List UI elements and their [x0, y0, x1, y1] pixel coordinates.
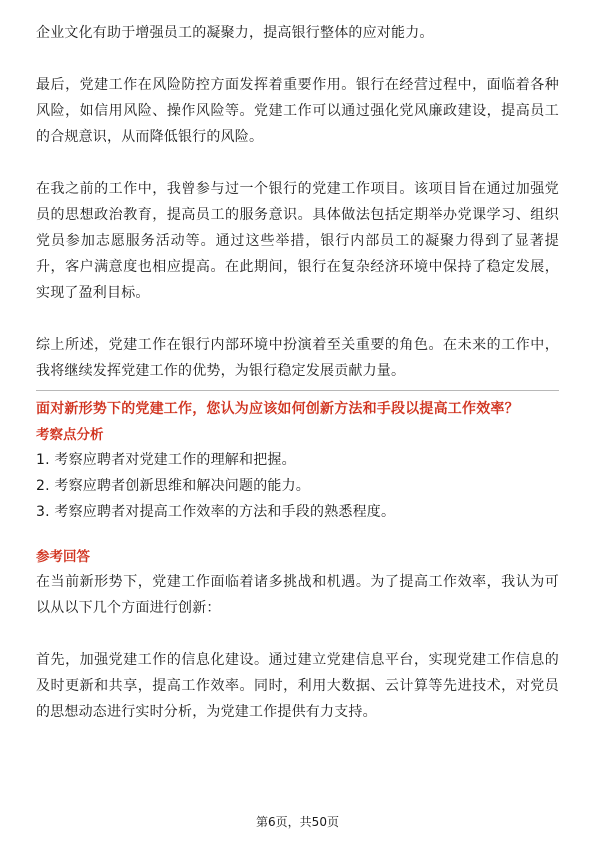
section-divider	[36, 390, 559, 391]
paragraph-culture: 企业文化有助于增强员工的凝聚力，提高银行整体的应对能力。	[36, 25, 434, 41]
analysis-heading: 考察点分析	[36, 427, 104, 443]
analysis-item: 2. 考察应聘者创新思维和解决问题的能力。	[36, 478, 311, 494]
answer-heading: 参考回答	[36, 549, 90, 565]
answer-paragraph-intro: 在当前新形势下，党建工作面临着诸多挑战和机遇。为了提高工作效率，我认为可以从以下几个方面进行创新：	[36, 574, 559, 616]
analysis-item: 1. 考察应聘者对党建工作的理解和把握。	[36, 452, 296, 468]
paragraph-summary: 综上所述，党建工作在银行内部环境中扮演着至关重要的角色。在未来的工作中，我将继续发挥党建工作的优势，为银行稳定发展贡献力量。	[36, 337, 559, 379]
paragraph-risk-control: 最后，党建工作在风险防控方面发挥着重要作用。银行在经营过程中，面临着各种风险，如信用风险、操作风险等。党建工作可以通过强化党风廉政建设，提高员工的合规意识，从而降低银行的风险。	[36, 77, 559, 145]
paragraph-experience: 在我之前的工作中，我曾参与过一个银行的党建工作项目。该项目旨在通过加强党员的思想政治教育，提高员工的服务意识。具体做法包括定期举办党课学习、组织党员参加志愿服务活动等。通过这些举措，银行内部员工的凝聚力得到了显著提升，客户满意度也相应提高。在此期间，银行在复杂经济环境中保持了稳定发展，实现了盈利目标。	[36, 181, 559, 301]
question-title: 面对新形势下的党建工作，您认为应该如何创新方法和手段以提高工作效率？	[36, 401, 519, 417]
answer-paragraph-first: 首先，加强党建工作的信息化建设。通过建立党建信息平台，实现党建工作信息的及时更新和共享，提高工作效率。同时，利用大数据、云计算等先进技术，对党员的思想动态进行实时分析，为党建工作提供有力支持。	[36, 652, 559, 720]
document-page	[36, 20, 559, 725]
page-number: 第6页，共50页	[256, 815, 339, 829]
analysis-item: 3. 考察应聘者对提高工作效率的方法和手段的熟悉程度。	[36, 504, 396, 520]
